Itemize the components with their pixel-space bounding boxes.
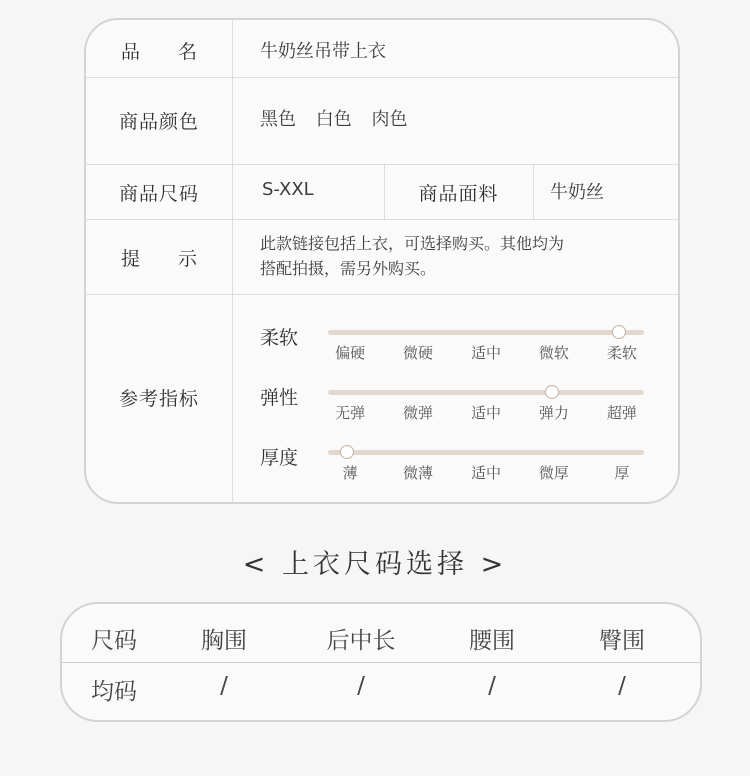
size-value-cell: / xyxy=(357,673,365,699)
indicator-tick: 适中 xyxy=(470,344,501,362)
size-value: S-XXL xyxy=(262,179,314,200)
size-header-cell: 后中长 xyxy=(326,628,396,654)
name-label: 品 名 xyxy=(120,41,197,63)
indicator-tick: 超弹 xyxy=(606,404,637,422)
divider xyxy=(86,77,678,78)
tip-line: 此款链接包括上衣，可选择购买。其他均为 xyxy=(260,234,565,253)
indicator-track xyxy=(328,390,644,395)
tip-label: 提 示 xyxy=(120,248,197,270)
indicator-knob xyxy=(545,385,559,399)
divider xyxy=(86,219,678,220)
indicator-tick: 微弹 xyxy=(403,404,434,422)
indicator-name: 柔软 xyxy=(260,327,299,349)
size-table xyxy=(60,602,702,722)
indicator-tick: 微薄 xyxy=(403,464,434,482)
fabric-value: 牛奶丝 xyxy=(550,182,604,203)
name-value: 牛奶丝吊带上衣 xyxy=(260,41,386,62)
color-option: 肉色 xyxy=(371,109,408,130)
indicator-tick: 微厚 xyxy=(538,464,569,482)
divider xyxy=(533,164,534,219)
indicator-tick: 厚 xyxy=(614,464,630,482)
indicator-tick: 微软 xyxy=(538,344,569,362)
size-value-cell: / xyxy=(220,673,228,699)
size-header-cell: 腰围 xyxy=(469,628,515,654)
reference-label: 参考指标 xyxy=(118,388,199,410)
divider xyxy=(232,20,233,502)
indicator-tick: 无弹 xyxy=(335,404,366,422)
indicator-name: 弹性 xyxy=(260,387,299,409)
section-title: < 上衣尺码选择 > xyxy=(242,549,508,580)
indicator-tick: 微硬 xyxy=(403,344,434,362)
size-header-cell: 胸围 xyxy=(201,628,247,654)
color-option: 白色 xyxy=(315,109,352,130)
indicator-tick: 偏硬 xyxy=(335,344,366,362)
size-value-cell: / xyxy=(488,673,496,699)
size-value-cell: 均码 xyxy=(91,679,137,705)
indicator-tick: 弹力 xyxy=(538,404,569,422)
indicator-tick: 适中 xyxy=(470,404,501,422)
indicator-tick: 柔软 xyxy=(606,344,637,362)
size-label: 商品尺码 xyxy=(118,183,199,205)
color-label: 商品颜色 xyxy=(118,111,199,133)
divider xyxy=(86,294,678,295)
color-values xyxy=(260,105,407,131)
indicator-name: 厚度 xyxy=(260,447,299,469)
divider xyxy=(62,662,700,663)
color-option: 黑色 xyxy=(260,109,296,130)
tip-line: 搭配拍摄，需另外购买。 xyxy=(260,259,437,278)
indicator-knob xyxy=(612,325,626,339)
size-header-cell: 臀围 xyxy=(599,628,645,654)
tip-text xyxy=(260,231,564,281)
fabric-label: 商品面料 xyxy=(418,183,499,205)
size-header-cell: 尺码 xyxy=(91,628,137,654)
indicator-tick: 适中 xyxy=(470,464,501,482)
indicator-track xyxy=(328,450,644,455)
indicator-tick: 薄 xyxy=(342,464,358,482)
indicator-knob xyxy=(340,445,354,459)
indicator-track xyxy=(328,330,644,335)
product-info-card xyxy=(84,18,680,504)
size-value-cell: / xyxy=(618,673,626,699)
divider xyxy=(86,164,678,165)
